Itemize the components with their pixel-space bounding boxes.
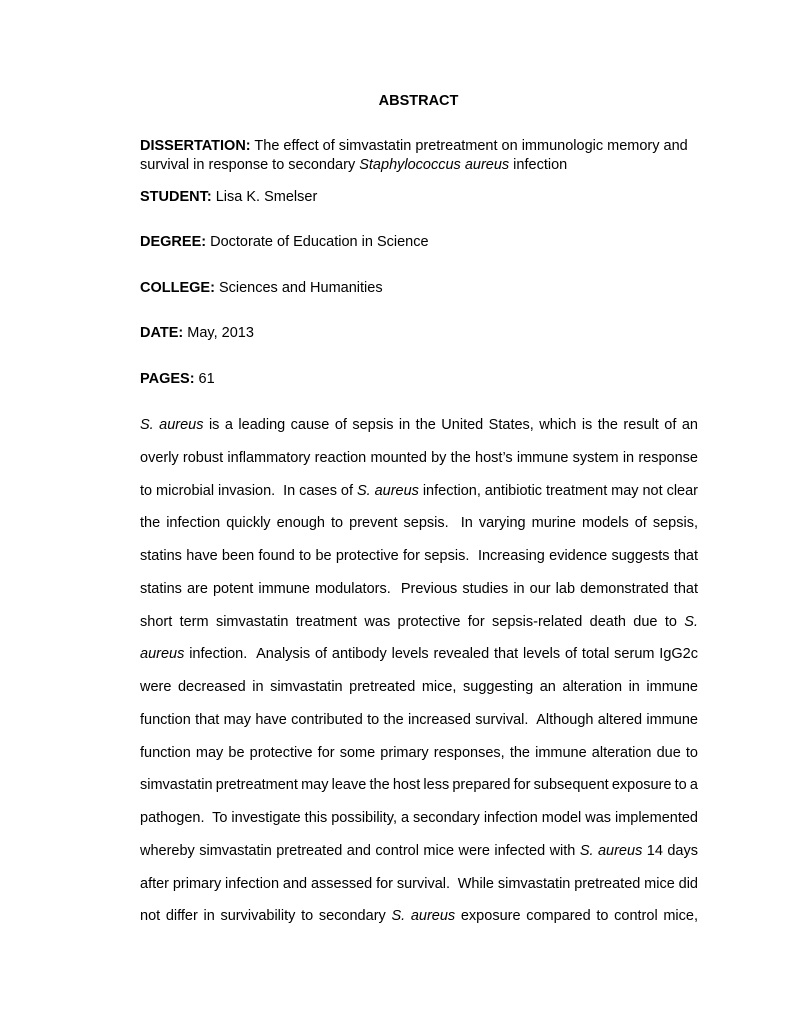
- body-line: [140, 709, 698, 742]
- date-label: DATE:: [140, 325, 184, 341]
- species-name: S. aureus: [579, 842, 643, 859]
- body-line: [140, 611, 698, 644]
- degree-value: Doctorate of Education in Science: [206, 234, 429, 250]
- dissertation-title-part1: The effect of simvastatin pretreatment on immunologic memory and survival in response to secondary: [140, 138, 688, 173]
- body-line: [140, 480, 698, 513]
- college-value: Sciences and Humanities: [214, 280, 383, 296]
- body-text-segment: function that may have contributed to the increased survival. Although altered immune: [140, 711, 698, 728]
- body-text-segment: simvastatin pretreatment may leave the host less prepared for subsequent exposure to a: [140, 777, 698, 794]
- date-field: [140, 324, 700, 343]
- species-name: S.: [684, 613, 698, 630]
- body-text-segment: overly robust inflammatory reaction mounted by the host’s immune system in response: [140, 449, 698, 466]
- pages-field: [140, 370, 700, 389]
- body-text-segment: statins are potent immune modulators. Previous studies in our lab demonstrated that: [140, 580, 698, 597]
- body-text-segment: not differ in survivability to secondary: [140, 908, 392, 925]
- body-text-segment: after primary infection and assessed for survival. While simvastatin pretreated mice did: [140, 875, 698, 892]
- college-field: [140, 279, 700, 298]
- dissertation-title-part2: infection: [509, 157, 568, 173]
- body-text-segment: were decreased in simvastatin pretreated mice, suggesting an alteration in immune: [140, 679, 698, 695]
- body-text-segment: whereby simvastatin pretreated and control mice were infected with: [140, 842, 580, 859]
- pages-label: PAGES:: [140, 371, 195, 387]
- body-text-segment: pathogen. To investigate this possibility, a secondary infection model was implemented: [140, 810, 698, 826]
- body-text-segment: infection. Analysis of antibody levels revealed that levels of total serum IgG2c: [184, 646, 698, 663]
- dissertation-field: [140, 137, 700, 175]
- body-text-segment: exposure compared to control mice,: [455, 908, 698, 925]
- body-text-segment: infection, antibiotic treatment may not clear: [418, 482, 698, 499]
- student-value: Lisa K. Smelser: [211, 189, 318, 205]
- body-text-segment: statins have been found to be protective for sepsis. Increasing evidence suggests that: [140, 548, 698, 564]
- student-label: STUDENT:: [140, 189, 212, 205]
- species-name: aureus: [140, 646, 185, 663]
- degree-field: [140, 233, 700, 252]
- body-text-segment: the infection quickly enough to prevent sepsis. In varying murine models of sepsis,: [140, 515, 698, 532]
- dissertation-title-italic: Staphylococcus aureus: [359, 157, 510, 173]
- body-line: [140, 807, 698, 840]
- body-text-segment: is a leading cause of sepsis in the United States, which is the result of an: [203, 417, 698, 433]
- college-label: COLLEGE:: [140, 280, 215, 296]
- body-line: [140, 873, 698, 906]
- body-line: [140, 545, 698, 578]
- student-field: [140, 188, 700, 207]
- body-line: [140, 643, 698, 676]
- body-line: [140, 578, 698, 611]
- pages-value: 61: [194, 371, 215, 387]
- abstract-heading: ABSTRACT: [378, 93, 459, 109]
- species-name: S. aureus: [391, 908, 456, 925]
- body-line: [140, 742, 698, 775]
- degree-label: DEGREE:: [140, 234, 207, 250]
- species-name: S. aureus: [356, 482, 419, 499]
- body-line: [140, 774, 698, 807]
- body-text-segment: short term simvastatin treatment was protective for sepsis-related death due to: [140, 613, 685, 630]
- dissertation-label: DISSERTATION:: [140, 138, 251, 154]
- abstract-body: [140, 414, 698, 938]
- body-line: [140, 414, 698, 447]
- body-line: [140, 512, 698, 545]
- body-line: [140, 840, 698, 873]
- body-text-segment: function may be protective for some primary responses, the immune alteration due to: [140, 744, 698, 761]
- body-line: [140, 447, 698, 480]
- body-text-segment: to microbial invasion. In cases of: [140, 482, 357, 499]
- body-text-segment: 14 days: [642, 842, 698, 859]
- body-line: [140, 676, 698, 709]
- date-value: May, 2013: [183, 325, 254, 341]
- body-line: [140, 905, 698, 938]
- species-name: S. aureus: [140, 417, 204, 433]
